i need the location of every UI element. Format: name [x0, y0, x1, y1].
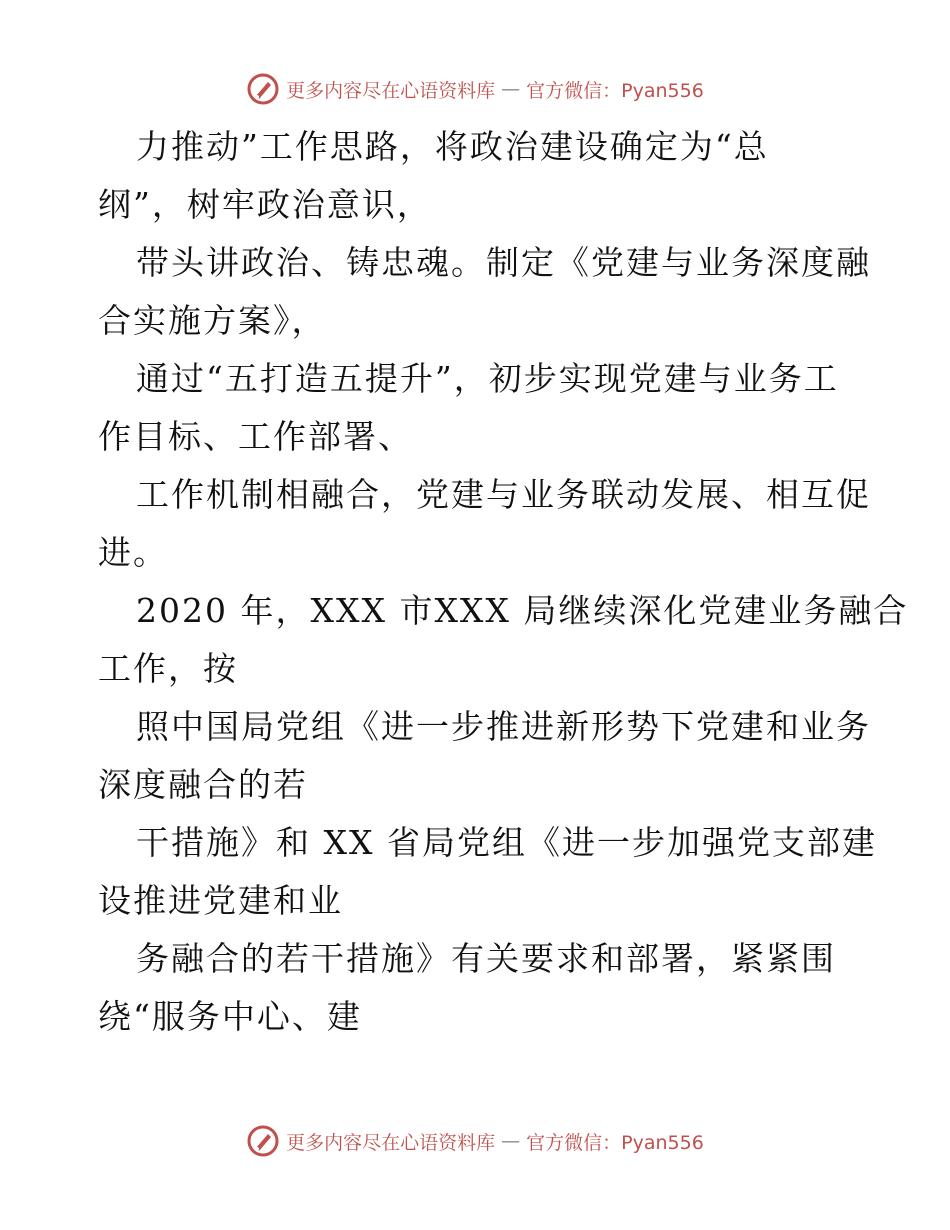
paragraph-line: 力推动”工作思路，将政治建设确定为“总 — [136, 127, 769, 166]
paragraph-line: 通过“五打造五提升”，初步实现党建与业务工 — [136, 359, 839, 398]
paragraph-line: 工作，按 — [98, 649, 238, 688]
paragraph-line: 工作机制相融合，党建与业务联动发展、相互促 — [136, 475, 871, 514]
paragraph-line: 照中国局党组《进一步推进新形势下党建和业务 — [136, 707, 871, 746]
paragraph-line: 合实施方案》， — [98, 301, 327, 340]
paragraph — [98, 466, 871, 582]
paragraph-line: 纲”，树牢政治意识， — [98, 185, 432, 224]
paragraph — [98, 582, 909, 698]
watermark-contact: 官方微信：Pyan556 — [526, 1131, 704, 1154]
paragraph — [98, 930, 868, 1046]
paragraph — [98, 350, 868, 466]
paragraph-line: 深度融合的若 — [98, 765, 308, 804]
paragraph-line: 绕“服务中心、建 — [98, 997, 362, 1036]
paragraph-line: 2020 年，XXX 市XXX 局继续深化党建业务融合 — [136, 591, 909, 630]
footer-watermark — [0, 1124, 950, 1158]
document-body — [98, 118, 909, 1046]
paragraph — [98, 118, 868, 234]
watermark-text: 更多内容尽在心语资料库 — [286, 79, 496, 102]
paragraph — [98, 814, 877, 930]
paragraph-line: 干措施》和 XX 省局党组《进一步加强党支部建 — [136, 823, 877, 862]
pen-logo-icon — [246, 1124, 280, 1158]
watermark-dash: — — [501, 1130, 521, 1152]
paragraph — [98, 698, 871, 814]
paragraph-line: 设推进党建和业 — [98, 881, 343, 920]
paragraph-line: 作目标、工作部署、 — [98, 417, 413, 456]
paragraph-line: 进。 — [98, 533, 168, 572]
paragraph-line: 带头讲政治、铸忠魂。制定《党建与业务深度融 — [136, 243, 871, 282]
pen-logo-icon — [246, 72, 280, 106]
header-watermark — [0, 72, 950, 106]
watermark-text: 更多内容尽在心语资料库 — [286, 1131, 496, 1154]
watermark-dash: — — [501, 78, 521, 100]
paragraph-line: 务融合的若干措施》有关要求和部署，紧紧围 — [136, 939, 836, 978]
watermark-contact: 官方微信：Pyan556 — [526, 79, 704, 102]
paragraph — [98, 234, 871, 350]
